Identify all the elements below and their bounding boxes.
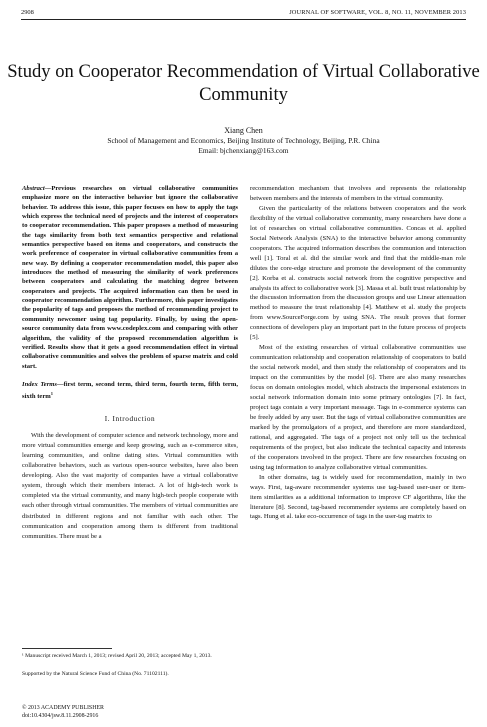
author-affiliation: School of Management and Economics, Beijing Institute of Technology, Beijing, P.R. China: [107, 136, 380, 145]
footnote-funding: Supported by the Natural Science Fund of China (No. 71102111).: [22, 671, 169, 677]
body-paragraph: Given the particularity of the relations between cooperators and the work flexibility of the virtual collaborative community, many researchers have done a lot of researches on virtual collaborative communities. Concas et al. applied Social Network Analysis (SNA) to the interactive behavior among community cooperators. The acquired information describes the communion and interaction well [1]. Toral et al. did the similar work and find that the middle-man role dilutes the core-edge structure and promote the development of the community [2]. Korba et al. constructs social network from the cognitive perspective and analysis its affect to collaborative work [3]. Massa et al. built trust relationship by the discussion information from the discussion groups and use Linear attenuation method to measure the trust relationship [4]. Matthew et al. study the projects from www.SourceForge.com by using SNA. The result proves that former connections of developers play an important part in the future process of projects [5].: [250, 204, 466, 342]
section-heading-introduction: I. Introduction: [104, 414, 156, 423]
running-header: [21, 8, 466, 18]
paper-title: Study on Cooperator Recommendation of Virtual Collaborative Community: [7, 61, 480, 105]
abstract: [22, 184, 238, 371]
intro-paragraph: With the development of computer science and network technology, more and more virtual communities emerge and keep growing, such as e-commerce sites, learning communities, and online dating sites. Virtual communities with collaborative behaviors, such as various open-source websites, have also been developing. Also the vast majority of companies have a virtual collaborative system, through which their members interact. A lot of high-tech work is completed via the virtual community, and many high-tech people cooperate with each other through virtual communities. The members of virtual communities are distributed in different regions and not familiar with each other. The communication and cooperation among them is different from traditional communities. There must be a: [22, 431, 238, 540]
copyright-notice: © 2013 ACADEMY PUBLISHER: [22, 705, 104, 711]
index-terms: [22, 380, 238, 402]
index-terms-label: Index Terms: [22, 380, 57, 388]
author-email: Email: bjchenxiang@163.com: [198, 146, 289, 155]
body-paragraph: Most of the existing researches of virtual collaborative communities use communication relationship and cooperation relationship of cooperators to build the social network model, and then study the relationship of cooperators and its impact on the communities by the model [6]. There are also many researches focus on domain ontologies model, which abstracts the impersonal existences in social network information domain into some primary ontologies [7]. In fact, project tags contain a very important message. Tags in e-commerce systems can be freely added by any user. But the tags of virtual collaborative communities are marked by the promulgators of a project, and therefore are more standardized, rational, and aggregated. The tags of a project not only tell us the technical requirements of the project, but also indicate the technical capacity and interests of the cooperators involved in the project. There are few researches focusing on using tag information to analyze collaborative virtual communities.: [250, 344, 466, 471]
left-column: [22, 184, 238, 542]
doi: doi:10.4304/jsw.8.11.2908-2916: [22, 713, 99, 719]
right-column: [250, 184, 466, 522]
abstract-text: —Previous researches on virtual collaborative communities emphasize more on the interactive behavior but ignore the collaborative behavior. To address this issue, this paper focuses on how to apply the tags which express the technical need of projects and the interest of cooperators to cooperator recommendation. This paper proposes a method of measuring the tags similarity from both text semantics perspective and relational semantics perspective based on items and cooperators, and constructs the work preference of cooperator in virtual collaborative communities from a new way. By defining a cooperator recommendation model, this paper also introduces the method of measuring the similarity of work preferences between cooperators and calculating the matching degree between cooperators and projects. The acquired information can then be used in cooperator recommendation algorithm. Furthermore, this paper investigates the popularity of tags and proposes the method of recommending project to community newcomer using tag popularity. Finally, by using the open-source community data from www.codeplex.com and comparing with other algorithm, the validity of the proposed recommendation algorithm is verified. Results show that it gets a good recommendation effect in virtual collaborative communities and solves the problem of sparse matrix and cold start.: [22, 185, 238, 370]
author-name: Xiang Chen: [224, 126, 263, 135]
page-number: 2908: [21, 9, 34, 16]
index-terms-text: —first term, second term, third term, fourth term, fifth term, sixth term: [22, 380, 238, 401]
footnote-manuscript: ¹ Manuscript received March 1, 2013; revised April 20, 2013; accepted May 1, 2013.: [22, 653, 212, 659]
header-rule: [21, 19, 466, 20]
page-footer: [22, 704, 104, 720]
body-paragraph: recommendation mechanism that involves and represents the relationship between members and the interests of members in the virtual community.: [250, 185, 466, 202]
abstract-label: Abstract: [22, 185, 45, 192]
body-paragraph: In other domains, tag is widely used for recommendation, mainly in two ways. First, tag-aware recommender systems use tag-based user-user or item-item similarities as a additional information to improve CF algorithms, like the literature [8]. Second, tag-based recommender systems are completely based on tags. Hung et al. take eco-occurrence of tags in the user-tag matrix to: [250, 473, 466, 521]
journal-name: JOURNAL OF SOFTWARE, VOL. 8, NO. 11, NOVEMBER 2013: [289, 9, 466, 16]
footnote-marker: 1: [50, 391, 53, 397]
footnote-rule: [22, 648, 112, 649]
